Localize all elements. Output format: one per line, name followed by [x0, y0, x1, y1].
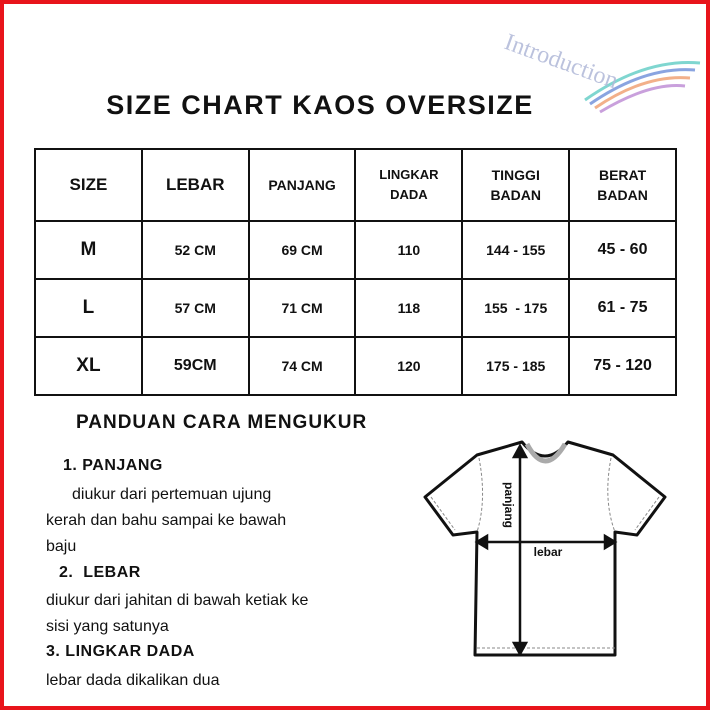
table-row	[35, 337, 676, 395]
guide-text: lebar dada dikalikan dua	[46, 672, 220, 689]
lingkar-dada-cell: 120	[355, 337, 462, 395]
header-label: LEBAR	[165, 175, 225, 194]
introduction-logo	[495, 28, 705, 118]
size-chart-table	[34, 148, 677, 396]
length-label: panjang	[502, 481, 516, 529]
header-label: DADA	[390, 187, 428, 202]
panjang-cell: 71 CM	[249, 279, 356, 337]
header-panjang	[249, 149, 356, 221]
size-cell: L	[35, 279, 142, 337]
guide-heading-lingkar-dada: 3. LINGKAR DADA	[46, 643, 195, 660]
guide-heading-lebar: 2. LEBAR	[59, 564, 141, 581]
header-label: TINGGI	[491, 167, 540, 183]
panjang-cell: 69 CM	[249, 221, 356, 279]
header-label: BERAT	[598, 167, 647, 183]
guide-text: diukur dari pertemuan ujung	[72, 486, 272, 503]
header-berat-badan	[569, 149, 676, 221]
berat-badan-cell: 61 - 75	[569, 279, 676, 337]
header-tinggi-badan	[462, 149, 569, 221]
guide-text: kerah dan bahu sampai ke bawah	[46, 512, 287, 529]
header-label: LINGKAR	[379, 167, 439, 182]
header-lebar	[142, 149, 249, 221]
lebar-cell: 59CM	[142, 337, 249, 395]
berat-badan-cell: 45 - 60	[569, 221, 676, 279]
header-lingkar-dada	[355, 149, 462, 221]
width-label: lebar	[533, 545, 563, 559]
tinggi-badan-cell: 175 - 185	[462, 337, 569, 395]
guide-text: baju	[46, 538, 77, 555]
header-size	[35, 149, 142, 221]
lebar-cell: 57 CM	[142, 279, 249, 337]
header-label: PANJANG	[268, 177, 336, 193]
page-title: SIZE CHART KAOS OVERSIZE	[106, 90, 534, 120]
lingkar-dada-cell: 118	[355, 279, 462, 337]
size-cell: XL	[35, 337, 142, 395]
berat-badan-cell: 75 - 120	[569, 337, 676, 395]
tshirt-diagram	[415, 430, 705, 680]
guide-title: PANDUAN CARA MENGUKUR	[76, 412, 368, 433]
tinggi-badan-cell: 155 - 175	[462, 279, 569, 337]
tinggi-badan-cell: 144 - 155	[462, 221, 569, 279]
lingkar-dada-cell: 110	[355, 221, 462, 279]
panjang-cell: 74 CM	[249, 337, 356, 395]
svg-text:Introduction: Introduction	[500, 29, 622, 95]
header-label: BADAN	[490, 187, 541, 203]
guide-heading-panjang: 1. PANJANG	[63, 457, 163, 474]
guide-text: diukur dari jahitan di bawah ketiak ke	[46, 592, 309, 609]
guide-text: sisi yang satunya	[46, 618, 169, 635]
header-label: SIZE	[69, 175, 108, 194]
lebar-cell: 52 CM	[142, 221, 249, 279]
table-row	[35, 221, 676, 279]
size-cell: M	[35, 221, 142, 279]
table-row	[35, 279, 676, 337]
table-header-row	[35, 149, 676, 221]
header-label: BADAN	[597, 187, 648, 203]
